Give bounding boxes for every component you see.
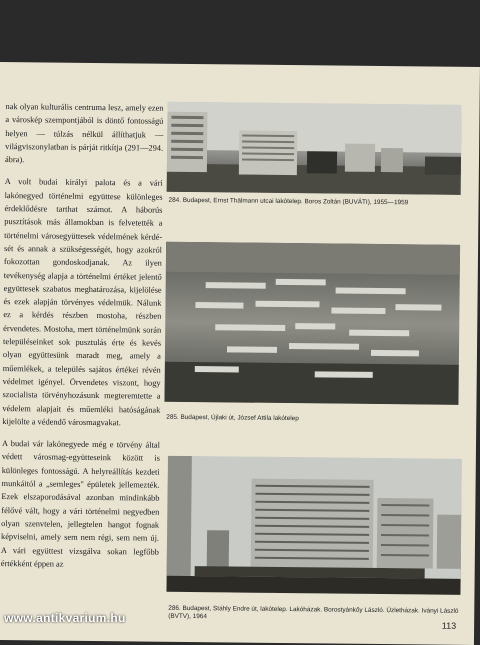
caption-fig285: 285. Budapest, Újlaki út, József Attila lakótelep [166,413,299,423]
paragraph-2: A volt budai királyi palota és a vári lakónegyed történelmi együttese különleges érdeklődésre tarthat számot. A háborús pusztítások más államokban is felvetették a történelmi városegyüttesek védelmének kérdését és annak a szükségességét, hogy azokról fokozottan gondoskodjanak. Az ilyen tevékenység alapja a történelmi értéket jelentő együttesek szabatos meghatározása, kijelölése és ezek alapján törvényes védelmük. Nálunk ez a kérdés részben mostoha, részben érvendetes. Mostoha, mert történelmünk során településeinket sok pusztulás érte és kevés olyan együttesünk maradt meg, amely a műemlékek, a település sajátos értékei révén védelmet igényel. Örvendetes viszont, hogy szocialista törvényhozásunk megteremtette a védelem alapjait és műemléki hatóságának kijelölte a védendő városmagvakat. [2,177,163,428]
caption-fig284: 284. Budapest, Ernst Thälmann utcai lakótelep. Boros Zoltán (BUVÁTI), 1955—1959 [168,196,409,207]
caption-fig286: 286. Budapest, Stáhly Endre út, lakótelep. Lakóházak. Borostyánkőy László. Üzletházak. Iványi László (BVTV), 1964 [168,604,459,621]
paragraph-1: nak olyan kulturális centruma lesz, amely ezen a városkép szempontjából is döntő fontosságú helyen — túlzás nélkül állíthatjuk — világviszonylatban is párját ritkítja (291—294. ábra). [4,102,164,165]
book-page [0,62,480,645]
photo-aerial-estate [164,242,460,405]
paragraph-3: A budai vár lakónegyede még e törvény által védett városmag-együtteseink között is különleges fontosságú. A helyreállítás kezdeti munkáitól a „semleges" épületek jellemezték. Ezek elszaporodásával azonban mindinkább félővé vált, hogy a vári történelmi negyedben olyan szenvtelen, jellegtelen hangot fognak képviselni, amely sem nem régi, sem nem új. A vári együttest vizsgálva sokan legfőbb értékként éppen az [0,439,161,569]
site-watermark: www.antikvarium.hu [4,611,126,625]
body-text-column [1,100,164,572]
page-number: 113 [441,620,457,631]
photo-housing-estate-1 [167,102,462,195]
photo-high-rise-blocks [166,456,461,595]
